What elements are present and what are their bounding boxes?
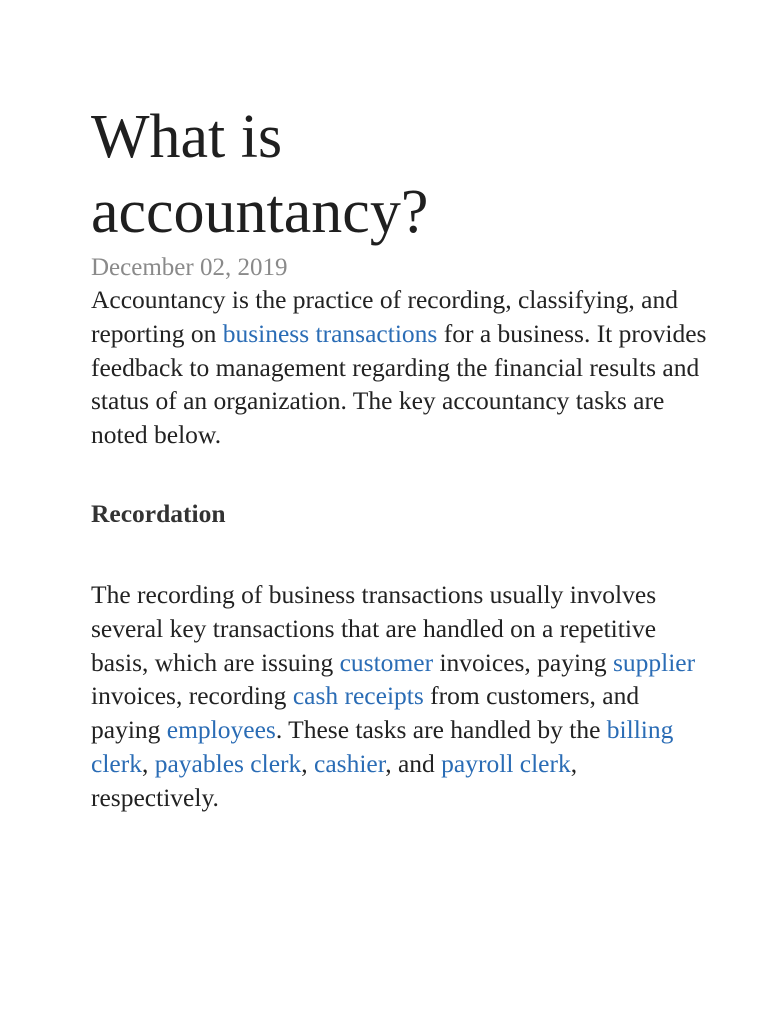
link-employees[interactable]: employees (166, 715, 276, 745)
article-title (91, 0, 708, 250)
publish-date: December 02, 2019 (91, 254, 288, 281)
body-text-8: , and (385, 748, 442, 778)
body-text-2: invoices, paying (433, 647, 613, 677)
body-text-3: invoices, recording (91, 681, 293, 711)
link-payroll-clerk[interactable]: payroll clerk (441, 748, 571, 778)
body-text-6: , (141, 748, 155, 778)
article-title-line-1: What is (91, 103, 283, 171)
body-text-9: , respectively. (91, 748, 578, 812)
link-cash-receipts[interactable]: cash receipts (292, 681, 424, 711)
link-billing-clerk[interactable]: billing clerk (91, 715, 674, 778)
section-heading-recordation: Recordation (91, 498, 226, 528)
body-text-7: , (301, 748, 315, 778)
body-text-5: . These tasks are handled by the (275, 715, 607, 745)
link-cashier[interactable]: cashier (314, 748, 386, 778)
link-payables-clerk[interactable]: payables clerk (154, 748, 302, 778)
link-customer[interactable]: customer (339, 647, 434, 677)
intro-text-2: for a business. It provides feedback to management regarding the financial results and status of an organization. The key accountancy tasks are noted below. (91, 318, 707, 450)
body-text-4: from customers, and paying (91, 681, 640, 745)
intro-text-1: Accountancy is the practice of recording, classifying, and reporting on (91, 285, 678, 348)
link-business-transactions[interactable]: business transactions (222, 318, 438, 348)
intro-paragraph (91, 283, 708, 452)
recordation-paragraph (91, 578, 708, 815)
body-text-1: The recording of business transactions usually involves several key transactions that are handled on a repetitive basis, which are issuing (91, 579, 657, 677)
link-supplier[interactable]: supplier (612, 647, 696, 677)
article-title-line-2: accountancy? (91, 178, 429, 246)
